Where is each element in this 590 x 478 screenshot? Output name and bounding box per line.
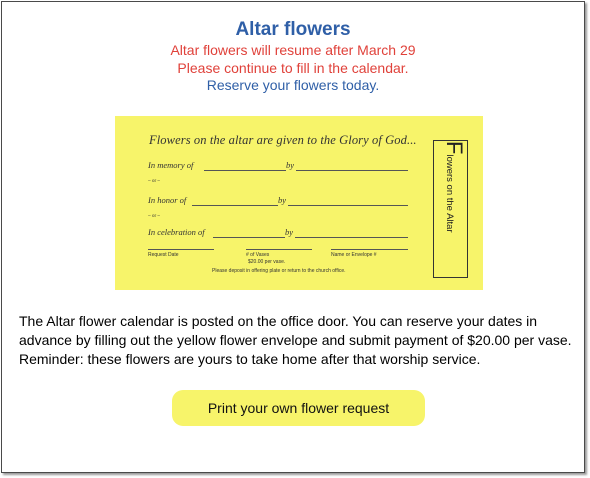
in-honor-of-line (192, 205, 278, 206)
calendar-notice: Please continue to fill in the calendar. (177, 60, 409, 76)
print-flower-request-button[interactable]: Print your own flower request (172, 390, 425, 426)
content-panel (1, 1, 585, 473)
in-honor-of-label: In honor of (148, 195, 187, 205)
price-label: $20.00 per vase. (248, 259, 286, 265)
envelope-heading: Flowers on the altar are given to the Glory of God... (149, 133, 417, 147)
stub-text: lowers on the Altar (444, 154, 455, 233)
stub-initial: F (442, 141, 467, 155)
name-envelope-label: Name or Envelope # (331, 252, 377, 258)
or-separator: ~ or ~ (148, 214, 161, 219)
vases-line (246, 249, 312, 250)
flower-envelope-image (115, 116, 483, 290)
resume-notice: Altar flowers will resume after March 29 (170, 42, 416, 58)
deposit-note: Please deposit in offering plate or return to the church office. (212, 268, 346, 274)
num-vases-label: # of Vases (246, 252, 270, 258)
in-celebration-of-line (213, 237, 285, 238)
by-line (295, 237, 408, 238)
in-celebration-of-label: In celebration of (148, 227, 205, 237)
or-separator: ~ or ~ (148, 179, 161, 184)
by-label: by (285, 227, 294, 237)
reserve-notice: Reserve your flowers today. (206, 77, 380, 93)
by-label: by (278, 195, 287, 205)
request-date-label: Request Date (148, 252, 179, 258)
page-title: Altar flowers (235, 19, 351, 40)
name-line (331, 249, 408, 250)
by-line (296, 170, 408, 171)
request-date-line (148, 249, 214, 250)
description-text: The Altar flower calendar is posted on the office door. You can reserve your dates in advance by filling out the yellow flower envelope and submit payment of $20.00 per vase. Reminder: these flowers are yours to take home after that worship service. (19, 313, 572, 367)
in-memory-of-line (204, 170, 286, 171)
by-line (288, 205, 408, 206)
by-label: by (286, 160, 295, 170)
stub-label (441, 141, 467, 233)
in-memory-of-label: In memory of (148, 160, 194, 170)
envelope-stub (433, 140, 468, 278)
